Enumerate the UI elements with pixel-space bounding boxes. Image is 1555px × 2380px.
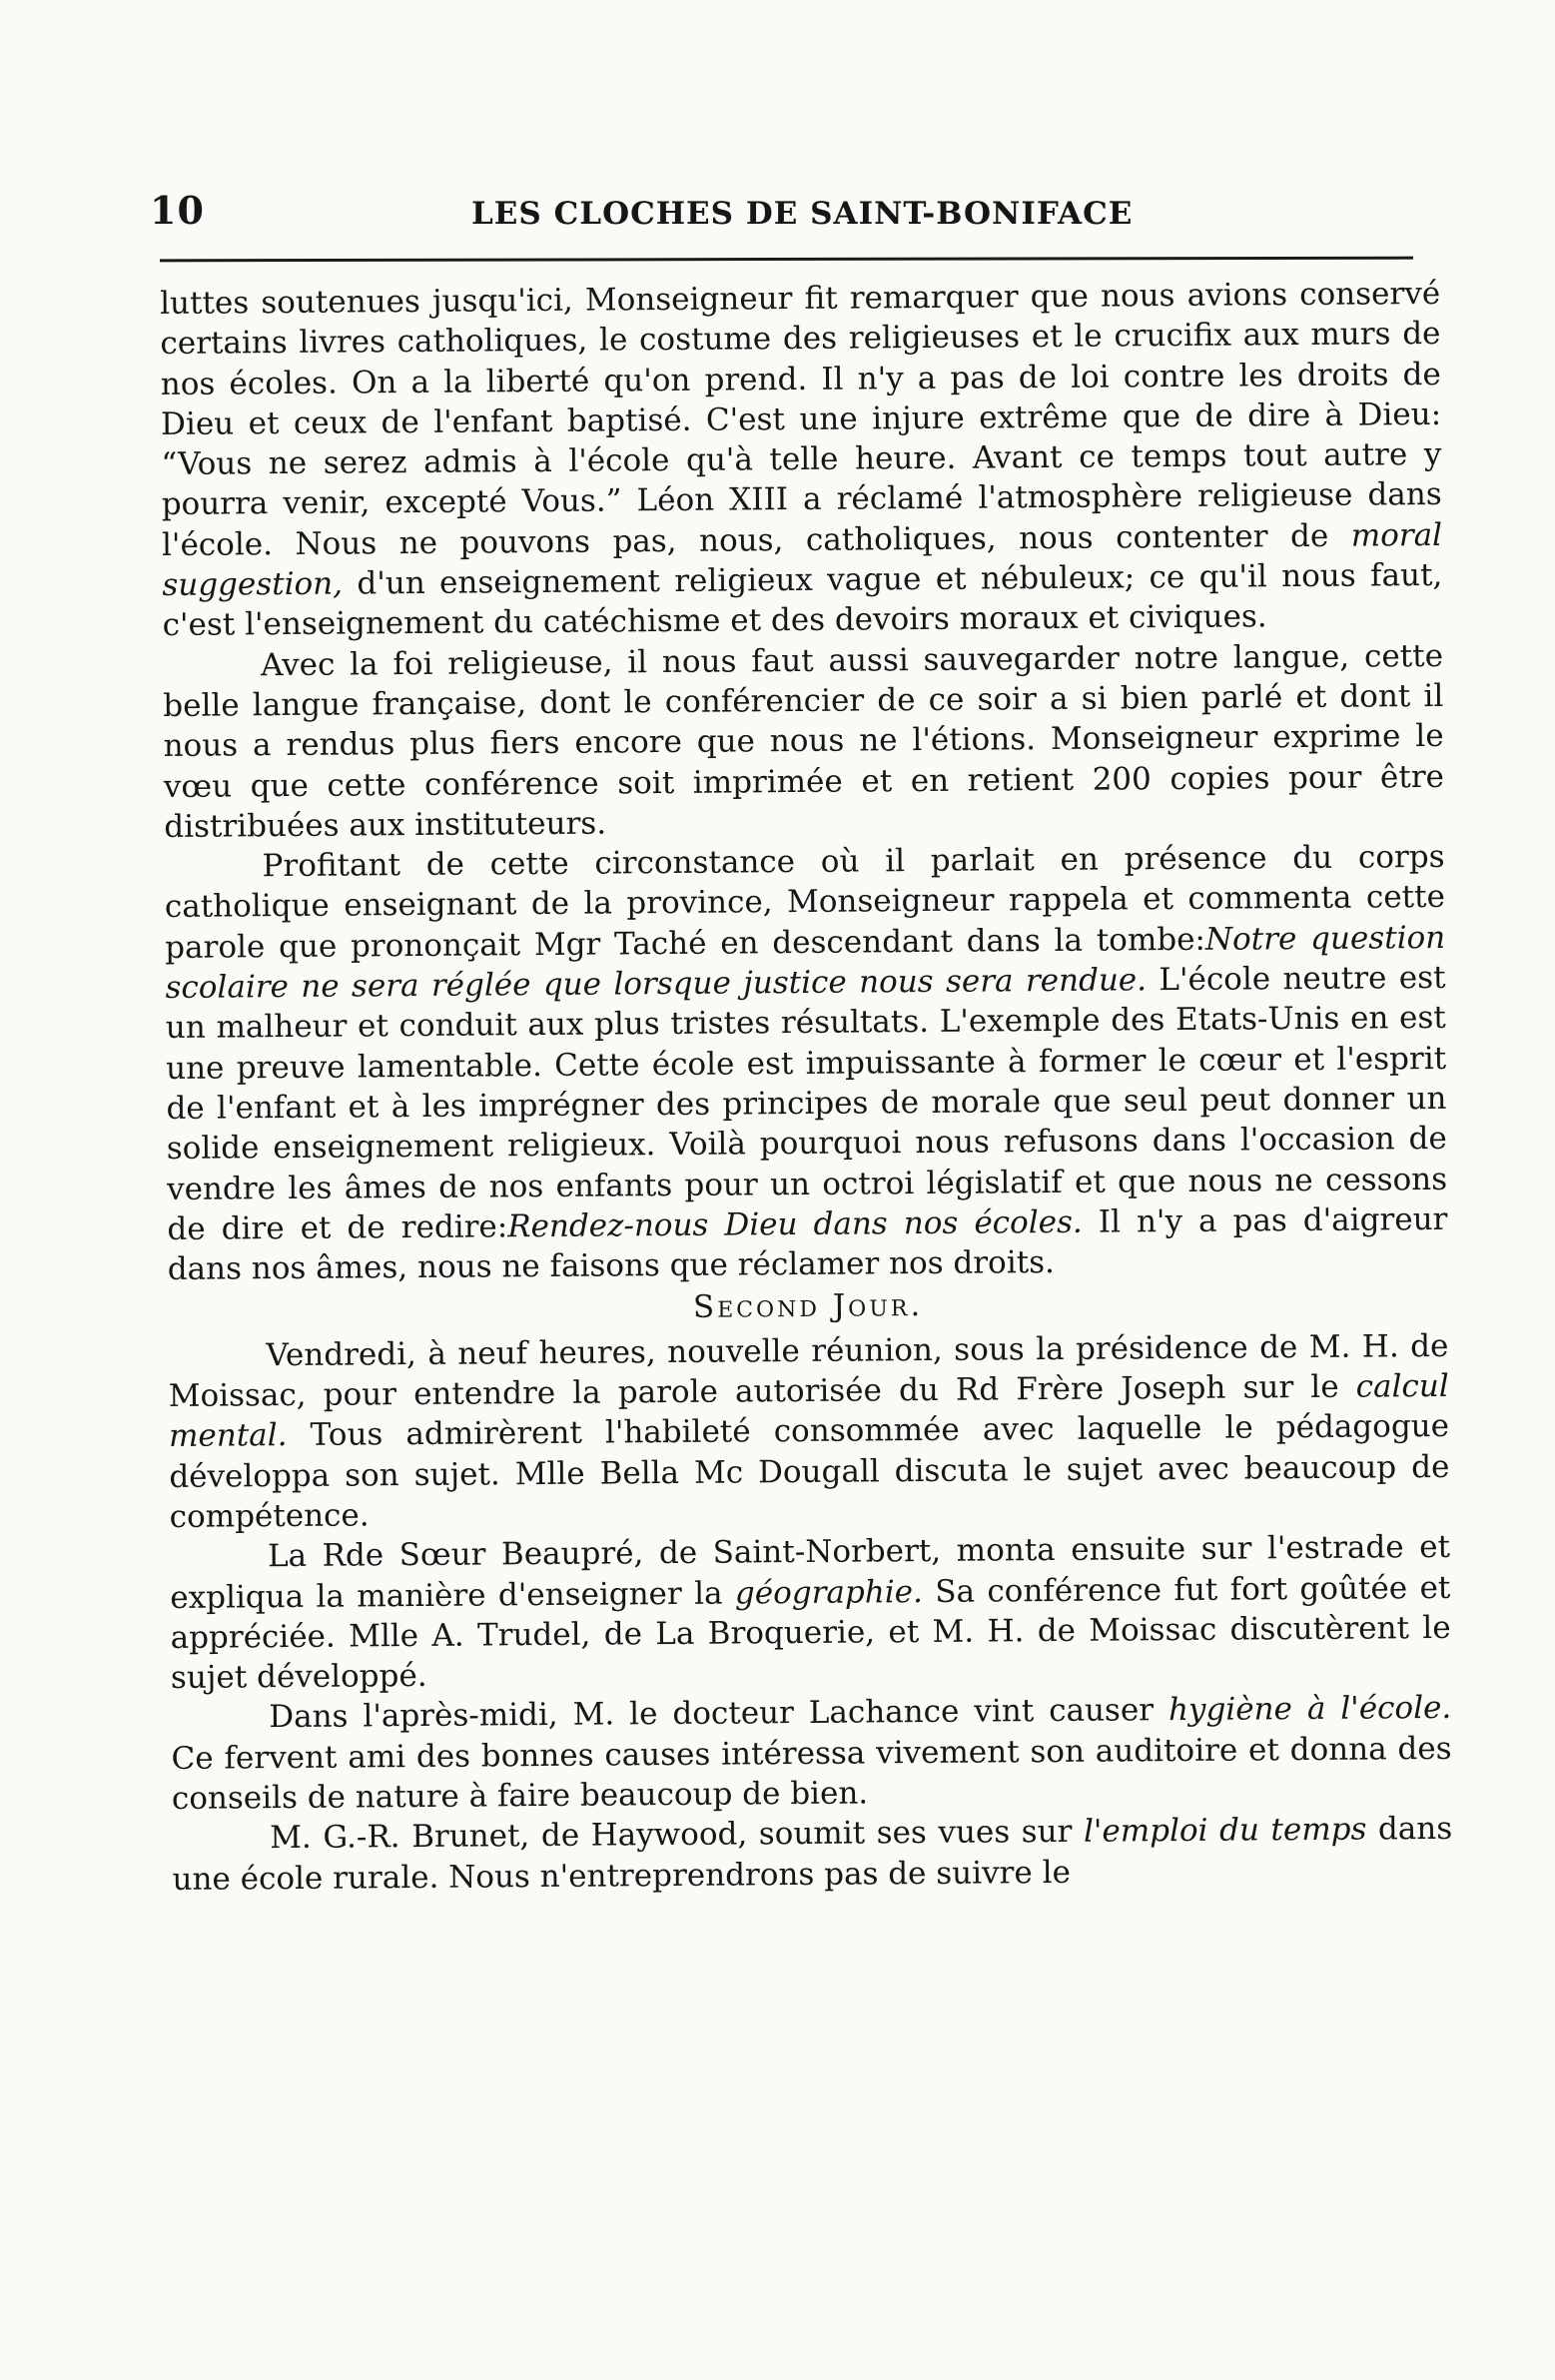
text-run: luttes soutenues jusqu'ici, Monseigneur fit remarquer que nous avions conservé certains livres catholiques, le costume des religieuses et le crucifix aux murs de nos écoles. On a la liberté qu'on prend. Il n'y a pas de loi contre les droits de Dieu et ceux de l'enfant baptisé. C'est une injure extrême que de dire à Dieu: “Vous ne serez admis à l'école qu'à telle heure. Avant ce temps tout autre y pourra venir, excepté Vous.” Léon XIII a réclamé l'atmosphère religieuse dans l'école. Nous ne pouvons pas, nous, catholiques, nous contenter de <box>160 275 1442 563</box>
italic-phrase: géographie. <box>734 1573 924 1612</box>
text-run: Vendredi, à neuf heures, nouvelle réunion, sous la présidence de M. H. de Moissac, pour entendre la parole autorisée du Rd Frère Joseph sur le <box>168 1327 1449 1414</box>
section-heading: Second Jour. <box>692 1287 924 1326</box>
paragraph <box>171 1688 1452 1819</box>
text-run: Dans l'après-midi, M. le docteur Lachance vint causer <box>269 1692 1169 1736</box>
paragraphs-before-heading <box>160 274 1448 1289</box>
page-number: 10 <box>150 188 205 233</box>
text-run: M. G.-R. Brunet, de Haywood, soumit ses vues sur <box>270 1814 1085 1857</box>
running-title: LES CLOCHES DE SAINT-BONIFACE <box>471 196 1134 232</box>
text-run: Profitant de cette circonstance où il parlait en présence du corps catholique enseignant de la province, Monseigneur rappela et commenta cette parole que prononçait Mgr Taché en descendant dans la tombe: <box>164 839 1446 966</box>
italic-phrase: moral suggestion, <box>162 516 1443 604</box>
paragraph <box>172 1809 1453 1900</box>
italic-phrase: calcul mental. <box>168 1367 1449 1455</box>
paragraph <box>164 837 1447 1289</box>
text-run: Sa conférence fut fort goûtée et appréciée. Mlle A. Trudel, de La Broquerie, et M. H. de Moissac discutèrent le sujet développé. <box>170 1569 1451 1697</box>
paragraph <box>170 1527 1451 1698</box>
paragraph <box>160 274 1443 646</box>
italic-phrase: hygiène à l'école. <box>1167 1690 1452 1729</box>
italic-phrase: Rendez-nous Dieu dans nos écoles. <box>507 1203 1083 1245</box>
text-run: Avec la foi religieuse, il nous faut aussi sauvegarder notre langue, cette belle langue française, dont le conférencier de ce soir a si bien parlé et dont il nous a rendus plus fiers encore que nous ne l'étions. Monseigneur exprime le vœu que cette conférence soit imprimée et en retient 200 copies pour être distribuées aux instituteurs. <box>163 637 1445 845</box>
text-run: Il n'y a pas d'aigreur dans nos âmes, nous ne faisons que réclamer nos droits. <box>167 1200 1448 1288</box>
text-run: L'école neutre est un malheur et conduit aux plus tristes résultats. L'exemple des Etats-Unis en est une preuve lamentable. Cette école est impuissante à former le cœur et l'esprit de l'enfant et à les imprégner des principes de morale que seul peut donner un solide enseignement religieux. Voilà pourquoi nous refusons dans l'occasion de vendre les âmes de nos enfants pour un octroi législatif et que nous ne cessons de dire et de redire: <box>165 959 1448 1247</box>
text-run: Ce fervent ami des bonnes causes intéressa vivement son auditoire et donna des conseils de nature à faire beaucoup de bien. <box>171 1730 1452 1817</box>
text-run: dans une école rurale. Nous n'entreprendrons pas de suivre le <box>172 1811 1453 1898</box>
text-run: Tous admirèrent l'habileté consommée avec laquelle le pédagogue développa son sujet. Mlle Bella Mc Dougall discuta le sujet avec beaucoup de compétence. <box>169 1408 1450 1535</box>
page-header <box>150 188 1418 258</box>
paragraphs-after-heading <box>168 1326 1452 1900</box>
text-run: d'un enseignement religieux vague et nébuleux; ce qu'il nous faut, c'est l'enseignement du catéchisme et des devoirs moraux et civiques. <box>162 557 1443 644</box>
text-run: La Rde Sœur Beaupré, de Saint-Norbert, monta ensuite sur l'estrade et expliqua la manière d'enseigner la <box>170 1529 1451 1616</box>
italic-phrase: l'emploi du temps <box>1083 1811 1367 1851</box>
page-body <box>160 274 1453 1900</box>
paragraph <box>168 1326 1450 1538</box>
paragraph <box>163 636 1445 848</box>
italic-phrase: Notre question scolaire ne sera réglée que lorsque justice nous sera rendue. <box>165 919 1446 1007</box>
